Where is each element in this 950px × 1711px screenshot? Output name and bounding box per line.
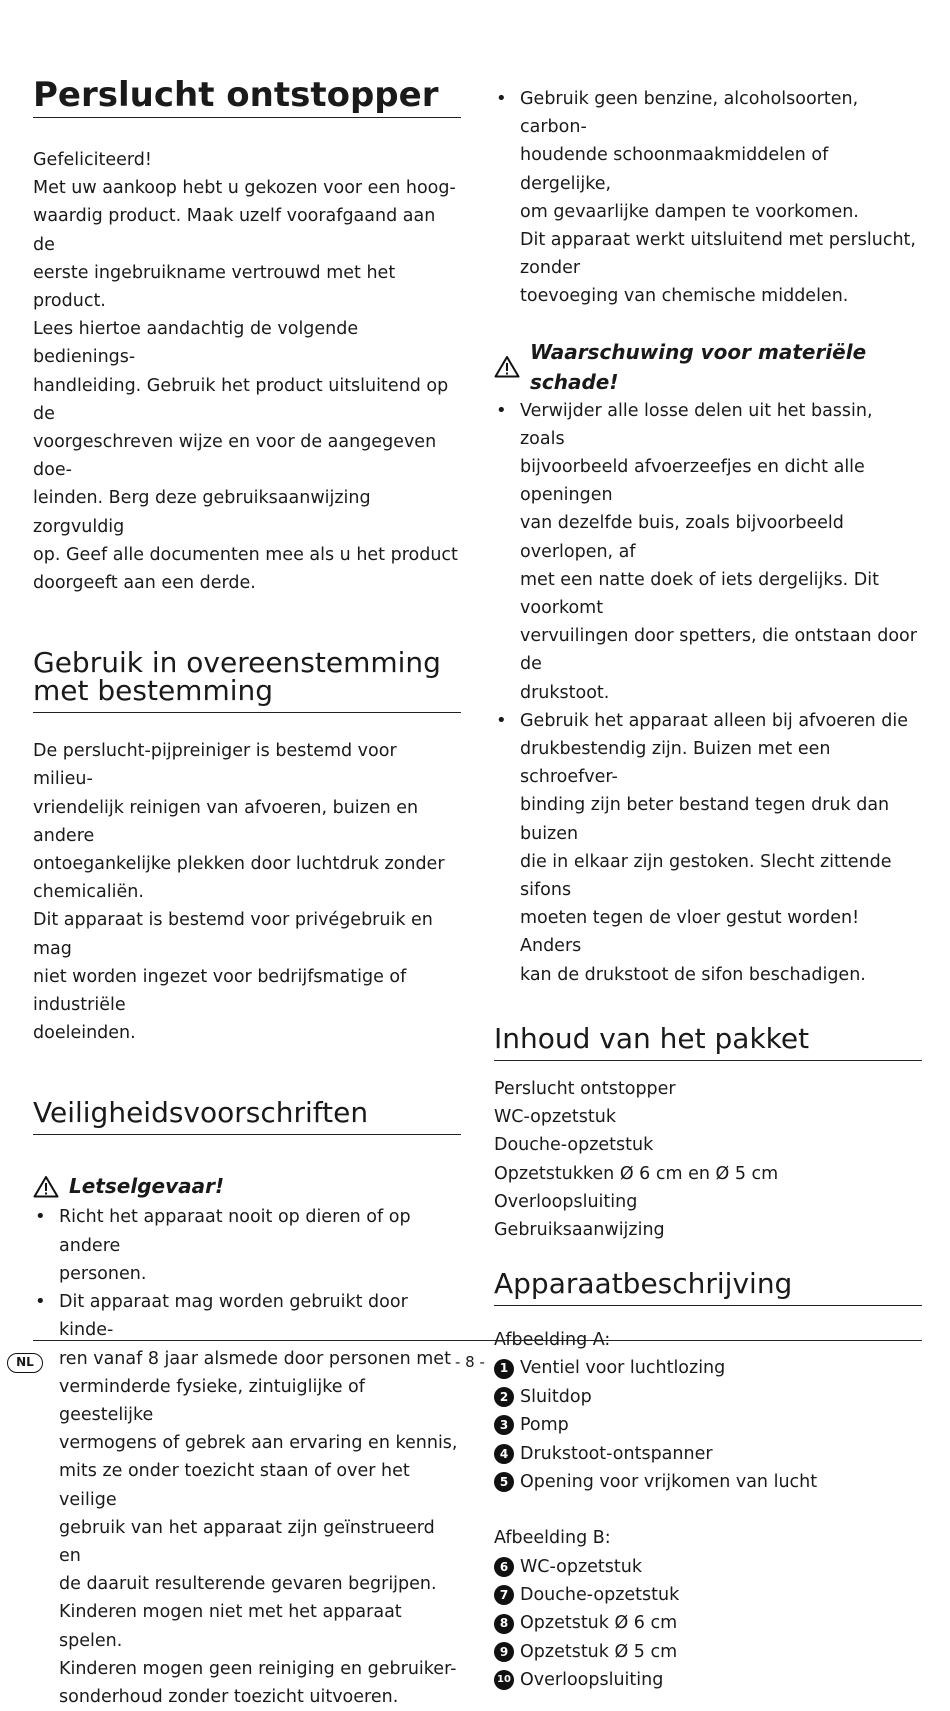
list-item: 8 Opzetstuk Ø 6 cm [494, 1609, 922, 1637]
figure-b-label: Afbeelding B: [494, 1528, 611, 1549]
list-item: 7 Douche-opzetstuk [494, 1581, 922, 1609]
damage-warning: Waarschuwing voor materiële schade! [494, 337, 922, 397]
figure-a-label: Afbeelding A: [494, 1330, 611, 1351]
language-badge: NL [7, 1353, 43, 1373]
number-badge: 2 [494, 1387, 514, 1407]
intro-line: eerste ingebruikname vertrouwd met het product. [33, 262, 396, 312]
list-item: Gebruiksaanwijzing [494, 1219, 665, 1240]
list-item: • Gebruik het apparaat alleen bij afvoeren die drukbestendig zijn. Buizen met een schroefver- binding zijn beter bestand tegen druk dan buizen die in elkaar zijn gestoken. Slecht zittende sifons moeten tegen de vloer gestut worden! Anders kan de drukstoot de sifon beschadigen. [494, 707, 922, 989]
intended-use-text: De perslucht-pijpreiniger is bestemd voor milieu- vriendelijk reinigen van afvoeren, buizen en andere ontoegankelijke plekken door luchtdruk zonder chemicaliën. Dit apparaat is bestemd voor privégebruik en mag niet worden ingezet voor bedrijfsmatige of industriële doeleinden. [33, 741, 445, 1044]
intro-text [33, 146, 461, 597]
list-item: 4 Drukstoot-ontspanner [494, 1440, 922, 1468]
list-item: 6 WC-opzetstuk [494, 1553, 922, 1581]
list-item: • Richt het apparaat nooit op dieren of op andere personen. [33, 1203, 461, 1288]
list-item: 5 Opening voor vrijkomen van lucht [494, 1468, 922, 1496]
right-column [494, 85, 922, 1695]
number-badge: 6 [494, 1557, 514, 1577]
list-item: • Dit apparaat mag worden gebruikt door kinde- ren vanaf 8 jaar alsmede door personen met verminderde fysieke, zintuiglijke of geestelijke vermogens of gebrek aan ervaring en kennis, mits ze onder toezicht staan of over het veilige gebruik van het apparaat zijn geïnstrueerd en de daaruit resulterende gevaren begrijpen. Kinderen mogen niet met het apparaat spelen. Kinderen mogen geen reiniging en gebruiker- sonderhoud zonder toezicht uitvoeren. [33, 1288, 461, 1711]
device-description-heading: Apparaatbeschrijving [494, 1270, 922, 1306]
number-badge: 3 [494, 1415, 514, 1435]
number-badge: 8 [494, 1614, 514, 1634]
list-item: 10 Overloopsluiting [494, 1666, 922, 1694]
list-item: 2 Sluitdop [494, 1383, 922, 1411]
intro-line: Gefeliciteerd! [33, 150, 152, 170]
package-heading: Inhoud van het pakket [494, 1025, 922, 1061]
intro-line: leinden. Berg deze gebruiksaanwijzing zorgvuldig [33, 488, 371, 537]
warning-triangle-icon [33, 1175, 59, 1198]
list-item: Douche-opzetstuk [494, 1135, 654, 1156]
fuel-warning-list [494, 85, 922, 311]
warning-triangle-icon [494, 355, 520, 378]
number-badge: 9 [494, 1642, 514, 1662]
list-item: • Gebruik geen benzine, alcoholsoorten, carbon- houdende schoonmaakmiddelen of dergelijke, om gevaarlijke dampen te voorkomen. Dit apparaat werkt uitsluitend met perslucht, zonder toevoeging van chemische middelen. [494, 85, 922, 311]
figure-a-list [494, 1354, 922, 1496]
page-title: Perslucht ontstopper [33, 73, 461, 118]
list-item: • Verwijder alle losse delen uit het bassin, zoals bijvoorbeeld afvoerzeefjes en dicht alle openingen van dezelfde buis, zoals bijvoorbeeld overlopen, af met een natte doek of iets dergelijks. Dit voorkomt vervuilingen door spetters, die ontstaan door de drukstoot. [494, 397, 922, 707]
list-item: Overloopsluiting [494, 1191, 638, 1212]
intro-line: doorgeeft aan een derde. [33, 573, 256, 594]
left-column [33, 70, 461, 1711]
number-badge: 10 [494, 1670, 514, 1690]
damage-list [494, 397, 922, 989]
list-item: Opzetstukken Ø 6 cm en Ø 5 cm [494, 1163, 779, 1184]
list-item: 3 Pomp [494, 1411, 922, 1439]
safety-heading: Veiligheidsvoorschriften [33, 1099, 461, 1135]
page-number: - 8 - [455, 1353, 485, 1371]
intro-line: Met uw aankoop hebt u gekozen voor een hoog- [33, 178, 456, 199]
safety-list [33, 1203, 461, 1711]
injury-warning: Letselgevaar! [33, 1171, 461, 1201]
intro-line: Lees hiertoe aandachtig de volgende bedienings- [33, 319, 359, 368]
number-badge: 4 [494, 1444, 514, 1464]
number-badge: 1 [494, 1359, 514, 1379]
intended-use-heading: Gebruik in overeenstemming met bestemming [33, 649, 461, 713]
intro-line: waardig product. Maak uzelf voorafgaand aan de [33, 206, 436, 255]
number-badge: 7 [494, 1585, 514, 1605]
intro-line: handleiding. Gebruik het product uitsluitend op de [33, 375, 449, 424]
list-item: 1 Ventiel voor luchtlozing [494, 1354, 922, 1382]
list-item: Perslucht ontstopper [494, 1078, 676, 1099]
figure-b-list [494, 1553, 922, 1695]
list-item: 9 Opzetstuk Ø 5 cm [494, 1638, 922, 1666]
intro-line: op. Geef alle documenten mee als u het product [33, 544, 458, 565]
list-item: WC-opzetstuk [494, 1107, 616, 1128]
footer-divider [33, 1340, 922, 1341]
intro-line: voorgeschreven wijze en voor de aangegeven doe- [33, 432, 437, 481]
package-list [494, 1075, 922, 1244]
number-badge: 5 [494, 1472, 514, 1492]
